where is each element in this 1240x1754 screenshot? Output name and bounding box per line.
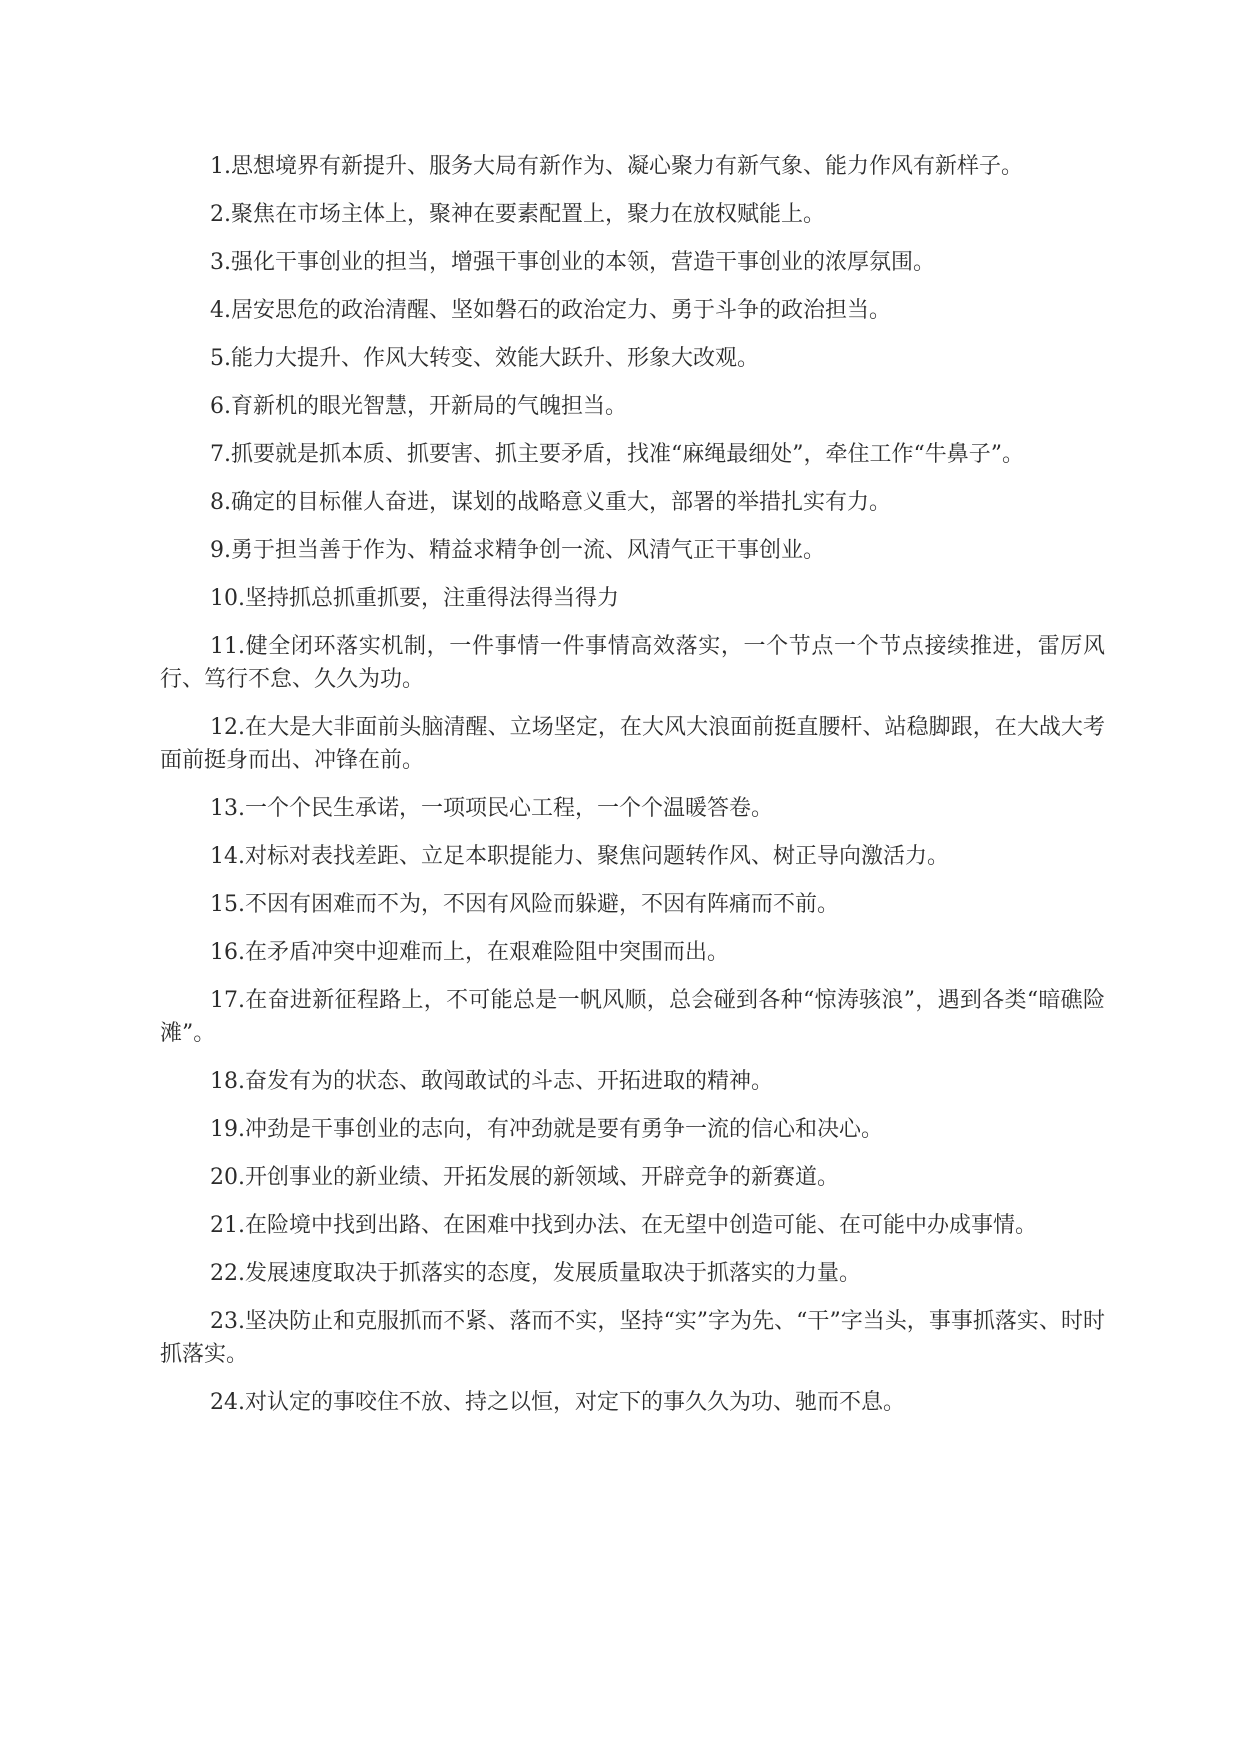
item-text: 发展速度取决于抓落实的态度，发展质量取决于抓落实的力量。 xyxy=(245,1261,862,1286)
item-number: 1. xyxy=(210,154,231,179)
list-item xyxy=(160,246,1105,279)
list-item xyxy=(160,582,1105,615)
item-text: 奋发有为的状态、敢闯敢试的斗志、开拓进取的精神。 xyxy=(245,1069,774,1094)
item-text: 思想境界有新提升、服务大局有新作为、凝心聚力有新气象、能力作风有新样子。 xyxy=(231,154,1024,179)
item-text: 强化干事创业的担当，增强干事创业的本领，营造干事创业的浓厚氛围。 xyxy=(231,250,936,275)
item-number: 2. xyxy=(210,202,231,227)
list-item xyxy=(160,294,1105,327)
list-item xyxy=(160,1305,1105,1371)
item-number: 19. xyxy=(210,1117,245,1142)
item-number: 16. xyxy=(210,940,245,965)
item-text: 健全闭环落实机制，一件事情一件事情高效落实，一个节点一个节点接续推进，雷厉风行、笃行不怠、久久为功。 xyxy=(160,634,1105,692)
item-number: 23. xyxy=(210,1309,245,1334)
item-list xyxy=(160,150,1105,1434)
list-item xyxy=(160,150,1105,183)
list-item xyxy=(160,711,1105,777)
item-number: 7. xyxy=(210,442,231,467)
item-text: 冲劲是干事创业的志向，有冲劲就是要有勇争一流的信心和决心。 xyxy=(245,1117,884,1142)
list-item xyxy=(160,486,1105,519)
list-item xyxy=(160,630,1105,696)
item-number: 4. xyxy=(210,298,231,323)
list-item xyxy=(160,840,1105,873)
item-number: 12. xyxy=(210,715,245,740)
item-number: 8. xyxy=(210,490,231,515)
item-text: 居安思危的政治清醒、坚如磐石的政治定力、勇于斗争的政治担当。 xyxy=(231,298,892,323)
list-item xyxy=(160,438,1105,471)
item-text: 在险境中找到出路、在困难中找到办法、在无望中创造可能、在可能中办成事情。 xyxy=(245,1213,1038,1238)
item-number: 20. xyxy=(210,1165,245,1190)
item-number: 22. xyxy=(210,1261,245,1286)
list-item xyxy=(160,1161,1105,1194)
list-item xyxy=(160,1065,1105,1098)
list-item xyxy=(160,1257,1105,1290)
item-text: 开创事业的新业绩、开拓发展的新领域、开辟竞争的新赛道。 xyxy=(245,1165,840,1190)
item-text: 育新机的眼光智慧，开新局的气魄担当。 xyxy=(231,394,628,419)
list-item xyxy=(160,342,1105,375)
item-text: 一个个民生承诺，一项项民心工程，一个个温暖答卷。 xyxy=(245,796,774,821)
item-text: 坚持抓总抓重抓要，注重得法得当得力 xyxy=(245,586,620,611)
list-item xyxy=(160,1113,1105,1146)
item-text: 确定的目标催人奋进，谋划的战略意义重大，部署的举措扎实有力。 xyxy=(231,490,892,515)
item-number: 17. xyxy=(210,988,245,1013)
list-item xyxy=(160,198,1105,231)
item-number: 18. xyxy=(210,1069,245,1094)
item-text: 抓要就是抓本质、抓要害、抓主要矛盾，找准“麻绳最细处”，牵住工作“牛鼻子”。 xyxy=(231,442,1024,467)
item-text: 对标对表找差距、立足本职提能力、聚焦问题转作风、树正导向激活力。 xyxy=(245,844,950,869)
item-text: 在矛盾冲突中迎难而上，在艰难险阻中突围而出。 xyxy=(245,940,730,965)
list-item xyxy=(160,936,1105,969)
item-text: 聚焦在市场主体上，聚神在要素配置上，聚力在放权赋能上。 xyxy=(231,202,826,227)
item-number: 24. xyxy=(210,1390,245,1415)
item-number: 3. xyxy=(210,250,231,275)
list-item xyxy=(160,888,1105,921)
item-number: 10. xyxy=(210,586,245,611)
item-text: 勇于担当善于作为、精益求精争创一流、风清气正干事创业。 xyxy=(231,538,826,563)
item-text: 对认定的事咬住不放、持之以恒，对定下的事久久为功、驰而不息。 xyxy=(245,1390,906,1415)
item-text: 能力大提升、作风大转变、效能大跃升、形象大改观。 xyxy=(231,346,760,371)
item-text: 在大是大非面前头脑清醒、立场坚定，在大风大浪面前挺直腰杆、站稳脚跟，在大战大考面前挺身而出、冲锋在前。 xyxy=(160,715,1105,773)
item-number: 21. xyxy=(210,1213,245,1238)
item-text: 在奋进新征程路上，不可能总是一帆风顺，总会碰到各种“惊涛骇浪”，遇到各类“暗礁险滩”。 xyxy=(160,988,1105,1046)
list-item xyxy=(160,1209,1105,1242)
item-text: 不因有困难而不为，不因有风险而躲避，不因有阵痛而不前。 xyxy=(245,892,840,917)
item-number: 13. xyxy=(210,796,245,821)
item-number: 5. xyxy=(210,346,231,371)
item-number: 9. xyxy=(210,538,231,563)
item-number: 15. xyxy=(210,892,245,917)
list-item xyxy=(160,390,1105,423)
list-item xyxy=(160,1386,1105,1419)
list-item xyxy=(160,792,1105,825)
item-number: 14. xyxy=(210,844,245,869)
item-number: 11. xyxy=(210,634,245,659)
item-text: 坚决防止和克服抓而不紧、落而不实，坚持“实”字为先、“干”字当头，事事抓落实、时时抓落实。 xyxy=(160,1309,1105,1367)
item-number: 6. xyxy=(210,394,231,419)
list-item xyxy=(160,984,1105,1050)
list-item xyxy=(160,534,1105,567)
